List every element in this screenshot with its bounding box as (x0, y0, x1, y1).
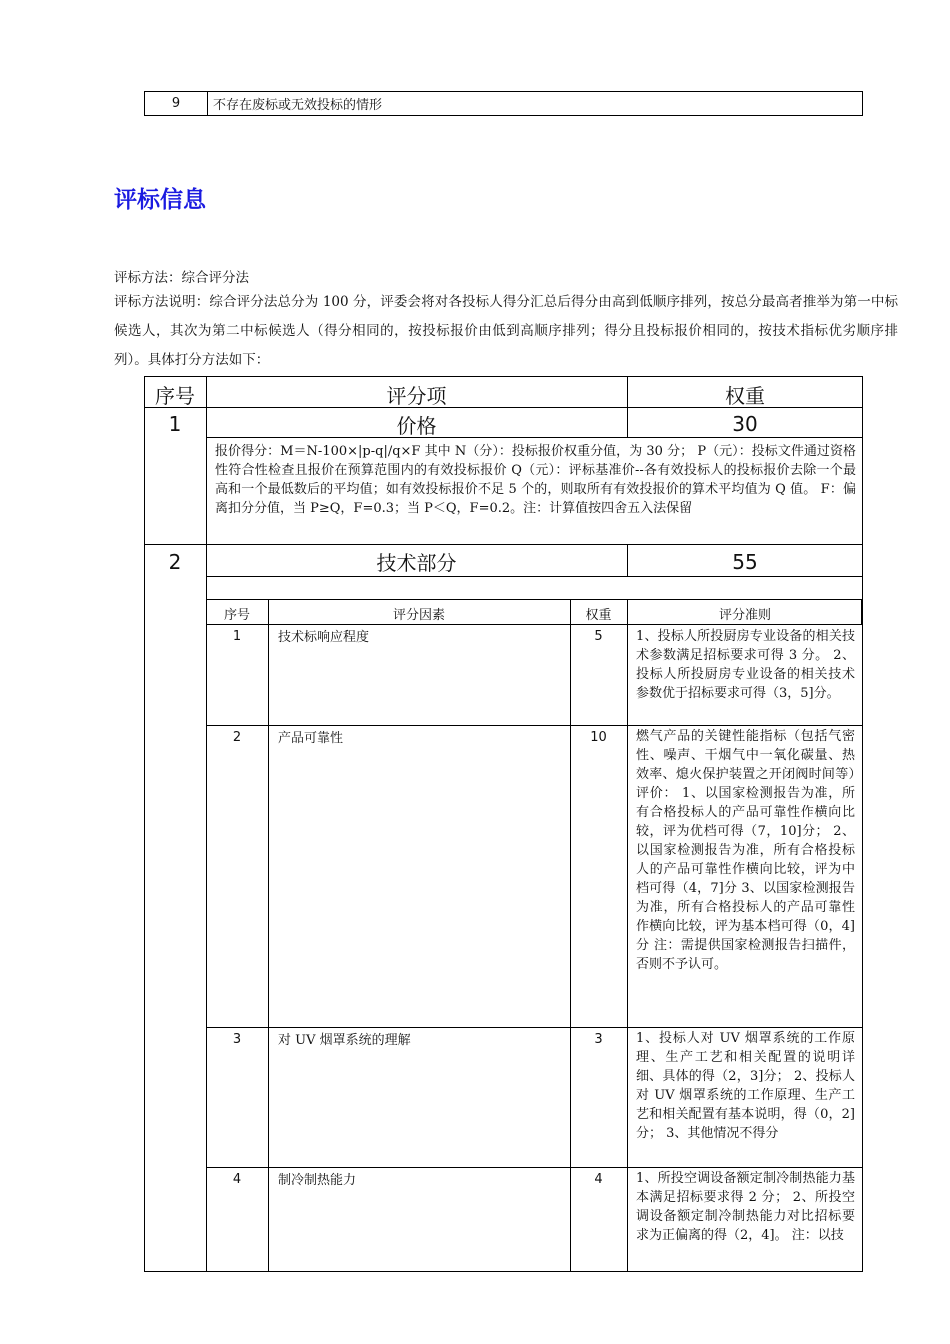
sub-row-seq: 2 (232, 730, 242, 745)
sub-row-factor: 对 UV 烟罩系统的理解 (278, 1033, 411, 1048)
sub-row-weight: 3 (594, 1032, 603, 1047)
sub-row-seq: 4 (232, 1172, 242, 1187)
sub-row-factor: 技术标响应程度 (278, 630, 370, 645)
section-title: 评标信息 (114, 187, 206, 213)
evaluation-method-description: 评标方法说明：综合评分法总分为 100 分，评委会将对各投标人得分汇总后得分由高到低顺序排列，按总分最高者推举为第一中标候选人，其次为第二中标候选人（得分相同的，按投标报价由低到高顺序排列；得分且投标报价相同的，按技术指标优劣顺序排列）。具体打分方法如下： (114, 294, 898, 368)
sub-row-weight: 5 (594, 629, 603, 644)
sub-row-weight: 10 (590, 730, 607, 745)
price-seq: 1 (168, 412, 182, 436)
sub-header-weight: 权重 (585, 608, 612, 623)
sub-row-seq: 1 (232, 629, 242, 644)
tech-weight: 55 (732, 550, 758, 574)
sub-row-weight: 4 (594, 1172, 603, 1187)
tech-seq: 2 (168, 550, 182, 574)
price-item: 价格 (396, 414, 437, 438)
sub-row-factor: 制冷制热能力 (278, 1173, 357, 1188)
header-seq: 序号 (155, 384, 195, 408)
sub-header-factor: 评分因素 (392, 608, 445, 623)
row-number: 9 (145, 92, 208, 116)
header-item: 评分项 (386, 384, 447, 408)
price-weight: 30 (732, 412, 758, 436)
tech-item: 技术部分 (376, 551, 457, 575)
header-weight: 权重 (725, 384, 765, 408)
sub-row-rule: 1、所投空调设备额定制冷制热能力基本满足招标要求得 2 分； 2、所投空调设备额定制冷制热能力对比招标要求为正偏离的得（2，4]。 注：以技 (636, 1171, 855, 1243)
sub-header-rule: 评分准则 (718, 608, 771, 623)
sub-row-rule: 1、投标人对 UV 烟罩系统的工作原理、生产工艺和相关配置的说明详细、具体的得（2，3]分； 2、投标人对 UV 烟罩系统的工作原理、生产工艺和相关配置有基本说明，得（0，2]分； 3、其他情况不得分 (636, 1031, 855, 1141)
sub-row-rule: 燃气产品的关键性能指标（包括气密性、噪声、干烟气中一氧化碳量、热效率、熄火保护装置之开闭阀时间等）评价： 1、以国家检测报告为准，所有合格投标人的产品可靠性作横向比较，评为优档可得（7，10]分； 2、以国家检测报告为准，所有合格投标人的产品可靠性作横向比较，评为中档可得（4，7]分 3、以国家检测报告为准，所有合格投标人的产品可靠性作横向比较，评为基本档可得（0，4]分 注：需提供国家检测报告扫描件，否则不予认可。 (636, 729, 855, 972)
sub-row-seq: 3 (232, 1032, 242, 1047)
sub-header-seq: 序号 (223, 608, 250, 623)
previous-table-row (144, 91, 863, 116)
price-formula-description: 报价得分：M＝N-100×|p-q|/q×F 其中 N（分）：投标报价权重分值，为 30 分； P（元）：投标文件通过资格性符合性检查且报价在预算范围内的有效投标报价 Q（元）：评标基准价--各有效投标人的投标报价去除一个最高和一个最低数后的平均值；如有效投标报价不足 5 个的，则取所有有效投报价的算术平均值为 Q 值。 F：偏离扣分分值，当 P≥Q，F=0.3；当 P＜Q，F=0.2。注：计算值按四舍五入法保留 (215, 444, 856, 516)
sub-row-factor: 产品可靠性 (278, 731, 344, 746)
sub-row-rule: 1、投标人所投厨房专业设备的相关技术参数满足招标要求可得 3 分。 2、投标人所投厨房专业设备的相关技术参数优于招标要求可得（3，5]分。 (636, 629, 855, 701)
row-text: 不存在废标或无效投标的情形 (208, 92, 863, 116)
evaluation-method: 评标方法：综合评分法 (114, 270, 249, 286)
